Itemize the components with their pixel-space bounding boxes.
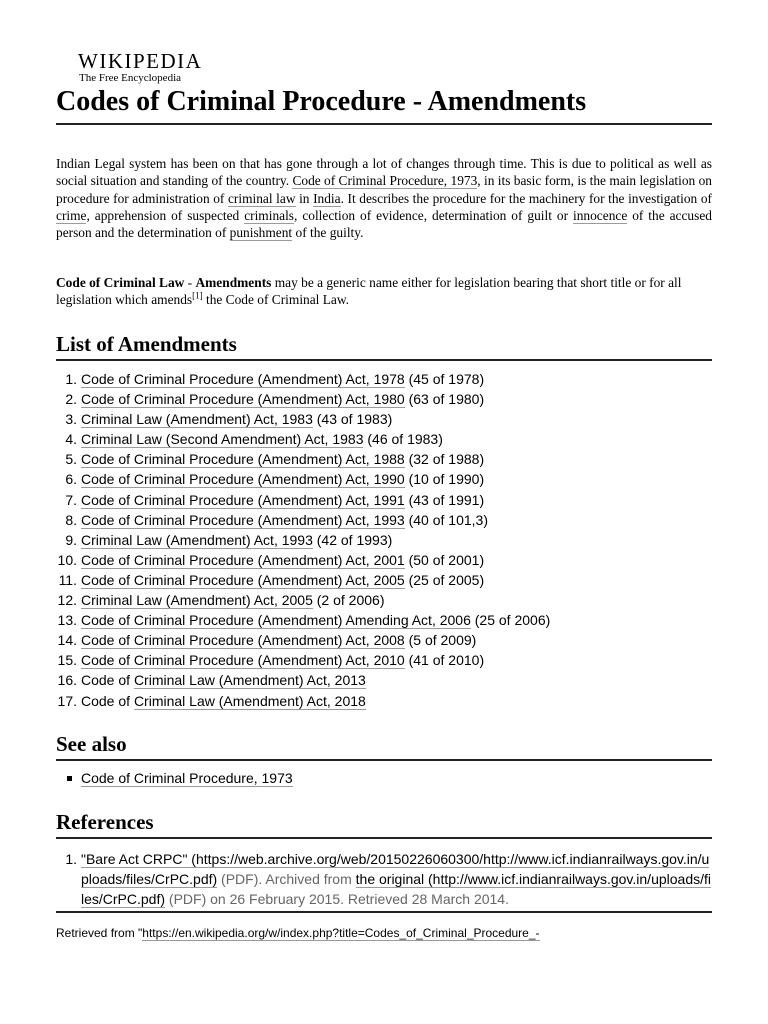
list-number: 8. — [65, 511, 77, 528]
amendment-link[interactable]: Code of Criminal Procedure (Amendment) Act, 1991 — [81, 491, 405, 508]
list-number: 1. — [65, 371, 77, 387]
list-item — [56, 490, 712, 510]
list-item — [56, 389, 712, 409]
term-dash: - — [184, 275, 196, 290]
list-item — [56, 630, 712, 650]
list-number: 7. — [65, 491, 77, 508]
amendment-link[interactable]: Code of Criminal Procedure (Amendment) Act, 1978 — [81, 371, 405, 387]
amendment-prefix: Code of — [81, 692, 134, 709]
link-india[interactable]: India — [313, 190, 341, 206]
intro-text: of the guilty. — [292, 225, 364, 241]
retrieved-link[interactable]: https://en.wikipedia.org/w/index.php?title=Codes_of_Criminal_Procedure_- — [142, 926, 540, 940]
reference-link-archive[interactable]: "Bare Act CRPC" (https://web.archive.org/web/20150226060300/http://www.icf.indianrailways.gov.in/uploads/files/CrPC.pdf) — [81, 851, 710, 888]
amendment-link[interactable]: Criminal Law (Amendment) Act, 1993 — [81, 531, 313, 548]
amendment-number: (2 of 2006) — [312, 592, 385, 609]
amendment-number: (42 of 1993) — [312, 531, 393, 548]
list-number: 3. — [65, 411, 77, 428]
list-number: 11. — [58, 571, 77, 588]
list-item — [56, 530, 712, 550]
page-title: Codes of Criminal Procedure - Amendments — [56, 84, 712, 125]
list-item — [56, 429, 712, 449]
logo-tagline: The Free Encyclopedia — [79, 72, 182, 84]
list-item — [56, 650, 712, 670]
link-criminal-law[interactable]: criminal law — [227, 190, 296, 206]
intro-text: , collection of evidence, determination of guilt or — [294, 207, 573, 223]
section-heading-references: References — [56, 808, 712, 839]
list-item — [56, 449, 712, 469]
wikipedia-logo[interactable] — [78, 50, 202, 84]
list-number: 14. — [57, 632, 77, 649]
amendment-link[interactable]: Code of Criminal Procedure (Amendment) Act, 2001 — [81, 551, 405, 568]
reference-item — [56, 849, 712, 909]
reference-note: (PDF) on 26 February 2015. Retrieved 28 March 2014. — [165, 891, 509, 908]
list-number: 16. — [57, 672, 77, 689]
amendment-link[interactable]: Code of Criminal Procedure (Amendment) Amending Act, 2006 — [81, 612, 471, 629]
list-number: 9. — [65, 531, 77, 548]
list-item — [56, 510, 712, 530]
logo-wordmark: WIKIPEDIA — [78, 49, 203, 73]
definition-paragraph — [56, 274, 712, 309]
amendment-number: (50 of 2001) — [404, 551, 485, 568]
link-punishment[interactable]: punishment — [229, 225, 293, 241]
amendment-link[interactable]: Criminal Law (Amendment) Act, 2013 — [133, 672, 366, 689]
amendment-number: (43 of 1983) — [312, 411, 393, 428]
list-item — [56, 469, 712, 489]
amendment-number: (46 of 1983) — [363, 431, 443, 448]
amendment-link[interactable]: Code of Criminal Procedure (Amendment) Act, 1988 — [81, 451, 405, 468]
intro-text: , in its basic form, is the main legislation on procedure for administration of — [56, 173, 712, 206]
amendment-number: (41 of 2010) — [404, 652, 485, 669]
definition-text: may be a generic name either for legislation bearing that short title or for all legislation which amends — [56, 275, 682, 308]
bullet-icon — [67, 776, 72, 781]
list-number: 6. — [65, 471, 77, 488]
amendment-number: (40 of 101,3) — [404, 511, 488, 528]
intro-text: Indian Legal system has been on that has gone through a lot of changes through time. This is due to political as well as social situation and standing of the country. — [56, 156, 712, 189]
reference-note: (PDF). Archived from — [217, 871, 356, 888]
amendment-link[interactable]: Criminal Law (Amendment) Act, 2018 — [133, 692, 366, 709]
amendment-number: (25 of 2006) — [470, 612, 551, 629]
amendment-link[interactable]: Criminal Law (Amendment) Act, 1983 — [81, 411, 313, 428]
list-item — [56, 550, 712, 570]
list-item — [56, 768, 293, 788]
amendment-number: (63 of 1980) — [404, 391, 485, 408]
list-number: 10. — [57, 551, 77, 568]
intro-text: . It describes the procedure for the machinery for the investigation of — [340, 190, 712, 206]
section-heading-see-also: See also — [56, 730, 712, 761]
link-crpc-1973[interactable]: Code of Criminal Procedure, 1973 — [292, 173, 478, 189]
reference-number: 1. — [65, 851, 77, 867]
list-number: 4. — [65, 431, 77, 448]
list-number: 15. — [57, 652, 77, 669]
amendment-link[interactable]: Code of Criminal Procedure (Amendment) Act, 2005 — [81, 571, 405, 588]
citation-link[interactable]: [1] — [192, 290, 203, 301]
intro-text: , apprehension of suspected — [86, 207, 245, 223]
term-bold: Code of Criminal Law — [56, 275, 185, 290]
amendment-number: (32 of 1988) — [404, 451, 485, 468]
list-item — [56, 691, 712, 711]
retrieved-from — [56, 925, 540, 941]
amendment-number: (25 of 2005) — [404, 571, 485, 588]
list-number: 17. — [57, 692, 77, 709]
term-bold-2: Amendments — [195, 275, 272, 290]
amendment-link[interactable]: Code of Criminal Procedure (Amendment) Act, 1990 — [81, 471, 405, 488]
amendment-number: (10 of 1990) — [404, 471, 485, 488]
see-also-list — [56, 768, 293, 788]
list-item — [56, 409, 712, 429]
list-item — [56, 610, 712, 630]
intro-paragraph — [56, 155, 712, 241]
amendment-link[interactable]: Code of Criminal Procedure (Amendment) Act, 1993 — [81, 511, 405, 528]
amendments-list — [56, 369, 712, 711]
amendment-link[interactable]: Criminal Law (Amendment) Act, 2005 — [81, 592, 313, 609]
list-number: 13. — [57, 612, 77, 629]
list-item — [56, 570, 712, 590]
link-innocence[interactable]: innocence — [573, 207, 628, 223]
list-item — [56, 590, 712, 610]
definition-text: the Code of Criminal Law. — [202, 292, 350, 308]
list-number: 5. — [65, 451, 77, 468]
amendment-link[interactable]: Criminal Law (Second Amendment) Act, 1983 — [81, 431, 364, 448]
list-item — [56, 670, 712, 690]
amendment-number: (43 of 1991) — [404, 491, 485, 508]
footer-divider — [56, 911, 712, 913]
reference-link-original[interactable]: the original (http://www.icf.indianrailways.gov.in/uploads/files/CrPC.pdf) — [81, 871, 711, 908]
references-list — [56, 849, 712, 909]
amendment-link[interactable]: Code of Criminal Procedure (Amendment) Act, 2008 — [81, 632, 405, 649]
intro-text: of the accused person and the determination of — [56, 207, 712, 241]
amendment-number: (45 of 1978) — [404, 371, 485, 387]
link-criminals[interactable]: criminals — [244, 207, 295, 223]
list-number: 12. — [57, 592, 77, 609]
retrieved-label: Retrieved from " — [56, 926, 143, 940]
link-crime[interactable]: crime — [56, 207, 87, 223]
amendment-number: (5 of 2009) — [404, 632, 477, 649]
amendment-link[interactable]: Code of Criminal Procedure (Amendment) Act, 2010 — [81, 652, 405, 669]
section-heading-list: List of Amendments — [56, 330, 712, 361]
list-item — [56, 369, 712, 389]
intro-text: in — [295, 190, 314, 206]
amendment-prefix: Code of — [81, 672, 134, 689]
list-number: 2. — [65, 391, 77, 408]
see-also-link[interactable]: Code of Criminal Procedure, 1973 — [81, 770, 293, 786]
amendment-link[interactable]: Code of Criminal Procedure (Amendment) Act, 1980 — [81, 391, 405, 408]
